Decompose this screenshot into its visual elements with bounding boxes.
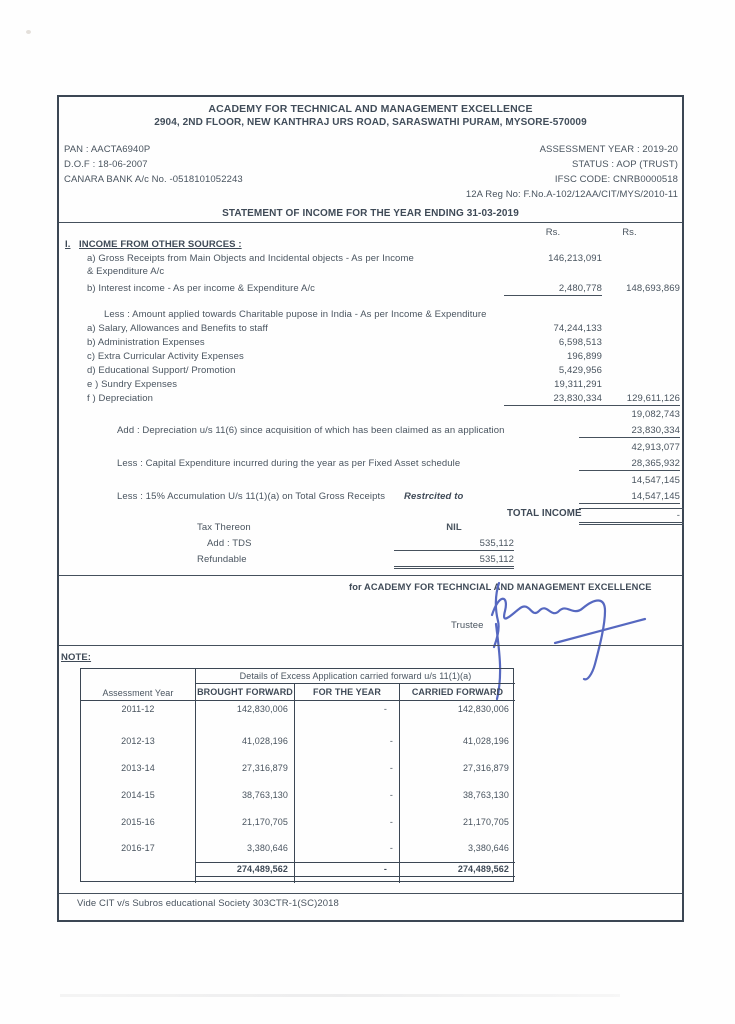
ifsc-line: IFSC CODE: CNRB0000518 xyxy=(554,174,678,185)
tax-thereon-amount: NIL xyxy=(446,522,462,533)
income-total-amount: 148,693,869 xyxy=(626,283,680,294)
table-row-carried-forward: 27,316,879 xyxy=(462,762,509,773)
table-total-for-the-year: - xyxy=(295,862,400,877)
table-row-year: 2016-17 xyxy=(81,835,196,862)
table-row-brought-forward: 142,830,006 xyxy=(196,701,295,728)
table-row-for-the-year: - xyxy=(295,781,400,808)
col-header-for-the-year: FOR THE YEAR xyxy=(295,684,400,701)
table-total-carried-forward: 274,489,562 xyxy=(400,862,515,877)
title-rule xyxy=(59,222,682,223)
table-row-brought-forward: 27,316,879 xyxy=(196,755,295,782)
add-depreciation-amount: 23,830,334 xyxy=(579,425,680,438)
table-row-carried-forward: 21,170,705 xyxy=(462,816,509,827)
col-header-carried-forward: CARRIED FORWARD xyxy=(400,684,515,701)
refundable-amount: 535,112 xyxy=(394,554,514,569)
signature-divider xyxy=(59,645,682,646)
table-row-for-the-year: - xyxy=(295,835,400,862)
excess-application-table xyxy=(80,668,514,882)
subtotal-after-add-amount: 42,913,077 xyxy=(631,442,680,453)
entity-info-left xyxy=(64,142,243,187)
expense-amount: 74,244,133 xyxy=(553,323,602,334)
col-header-brought-forward: BROUGHT FORWARD xyxy=(196,684,295,701)
tax-thereon-label: Tax Thereon xyxy=(197,522,251,533)
table-row-year: 2011-12 xyxy=(81,701,196,728)
col2-currency-header: Rs. xyxy=(622,227,637,238)
gross-receipts-label: a) Gross Receipts from Main Objects and Incidental objects - As per Income xyxy=(87,253,414,264)
expense-label: e ) Sundry Expenses xyxy=(87,379,178,390)
total-income-amount: - xyxy=(579,508,684,525)
expense-amount: 5,429,956 xyxy=(558,365,602,376)
add-depreciation-label: Add : Depreciation u/s 11(6) since acquisition of which has been claimed as an application xyxy=(117,425,505,436)
less-capex-amount: 28,365,932 xyxy=(579,458,680,471)
dof-line: D.O.F : 18-06-2007 xyxy=(64,159,148,170)
less-accumulation-amount: 14,547,145 xyxy=(579,491,680,504)
table-row-year: 2014-15 xyxy=(81,781,196,808)
col1-currency-header: Rs. xyxy=(545,227,561,238)
restricted-to-note: Restrcited to xyxy=(404,491,464,502)
table-row-brought-forward: 21,170,705 xyxy=(196,808,295,835)
expense-label: c) Extra Curricular Activity Expenses xyxy=(87,351,244,362)
col-header-assessment-year: Assessment Year xyxy=(81,669,196,701)
section-heading: INCOME FROM OTHER SOURCES : xyxy=(79,239,242,250)
refundable-label: Refundable xyxy=(197,554,247,565)
table-row-for-the-year: - xyxy=(295,701,400,728)
table-row-brought-forward: 3,380,646 xyxy=(196,835,295,862)
statement-title: STATEMENT OF INCOME FOR THE YEAR ENDING 31-03-2019 xyxy=(222,208,519,219)
table-row-brought-forward: 38,763,130 xyxy=(196,781,295,808)
table-total-spacer xyxy=(81,862,196,877)
table-row-year: 2012-13 xyxy=(81,728,196,755)
less-accumulation-label: Less : 15% Accumulation U/s 11(1)(a) on Total Gross Receipts xyxy=(117,491,386,502)
total-income-label: TOTAL INCOME xyxy=(507,508,582,519)
assessment-year-line: ASSESSMENT YEAR : 2019-20 xyxy=(539,144,678,155)
organization-address: 2904, 2ND FLOOR, NEW KANTHRAJ URS ROAD, SARASWATHI PURAM, MYSORE-570009 xyxy=(154,117,587,128)
expense-amount: 196,899 xyxy=(566,351,602,362)
interest-income-label: b) Interest income - As per income & Expenditure A/c xyxy=(87,283,316,294)
expense-label: b) Administration Expenses xyxy=(87,337,205,348)
table-row-carried-forward: 142,830,006 xyxy=(457,704,509,714)
organization-name: ACADEMY FOR TECHNICAL AND MANAGEMENT EXCELLENCE xyxy=(208,103,533,115)
expense-amount: 23,830,334 xyxy=(504,393,602,406)
expense-amount: 6,598,513 xyxy=(558,337,602,348)
table-row-for-the-year: - xyxy=(295,808,400,835)
applied-total-amount: 129,611,126 xyxy=(579,393,680,406)
status-line: STATUS : AOP (TRUST) xyxy=(572,159,678,170)
table-row-carried-forward: 38,763,130 xyxy=(462,789,509,800)
table-row-year: 2013-14 xyxy=(81,755,196,782)
table-row-brought-forward: 41,028,196 xyxy=(196,728,295,755)
table-span-header: Details of Excess Application carried forward u/s 11(1)(a) xyxy=(196,669,515,684)
signatory-title: Trustee xyxy=(451,620,484,631)
gross-receipts-amount: 146,213,091 xyxy=(548,253,602,264)
signature-for-line: for ACADEMY FOR TECHNCIAL AND MANAGEMENT EXCELLENCE xyxy=(349,582,652,592)
gross-receipts-label-cont: & Expenditure A/c xyxy=(87,266,165,277)
statement-of-income-document xyxy=(57,95,684,922)
scan-artifact xyxy=(60,994,620,997)
expense-label: d) Educational Support/ Promotion xyxy=(87,365,236,376)
table-row-for-the-year: - xyxy=(295,755,400,782)
entity-info-right xyxy=(466,142,678,202)
interest-income-amount: 2,480,778 xyxy=(504,283,602,296)
scan-speck xyxy=(26,30,31,34)
pan-line: PAN : AACTA6940P xyxy=(64,144,151,155)
table-row-for-the-year: - xyxy=(295,728,400,755)
expense-label: a) Salary, Allowances and Benefits to staff xyxy=(87,323,268,334)
tds-amount: 535,112 xyxy=(394,538,514,551)
tds-label: Add : TDS xyxy=(207,538,252,549)
footer-divider xyxy=(59,893,682,894)
bank-account-line: CANARA BANK A/c No. -0518101052243 xyxy=(64,174,243,185)
table-row-carried-forward: 41,028,196 xyxy=(462,736,509,747)
12a-reg-line: 12A Reg No: F.No.A-102/12AA/CIT/MYS/2010-11 xyxy=(465,189,678,200)
subtotal-after-capex-amount: 14,547,145 xyxy=(631,475,680,486)
expense-amount: 19,311,291 xyxy=(554,379,602,390)
less-capex-label: Less : Capital Expenditure incurred during the year as per Fixed Asset schedule xyxy=(117,458,461,469)
table-row-year: 2015-16 xyxy=(81,808,196,835)
applied-heading: Less : Amount applied towards Charitable pupose in India - As per Income & Expenditure xyxy=(104,309,487,320)
citation-note: Vide CIT v/s Subros educational Society 303CTR-1(SC)2018 xyxy=(77,898,339,909)
note-label: NOTE: xyxy=(61,652,92,663)
table-total-brought-forward: 274,489,562 xyxy=(196,862,295,877)
table-row-carried-forward: 3,380,646 xyxy=(468,843,509,854)
expense-label: f ) Depreciation xyxy=(87,393,154,404)
net-before-add-amount: 19,082,743 xyxy=(631,409,680,420)
section-number: I. xyxy=(65,239,71,250)
